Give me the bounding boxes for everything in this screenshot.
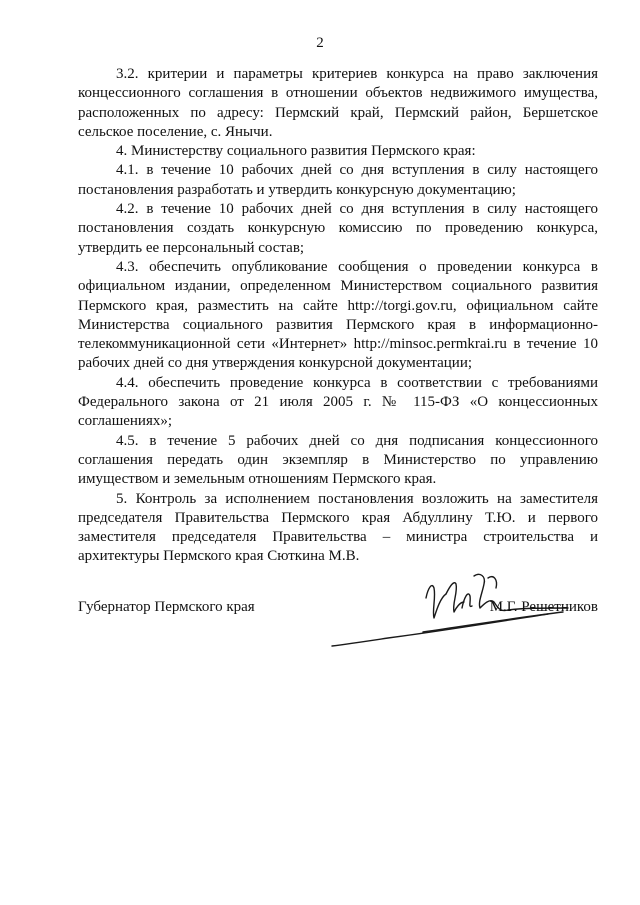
paragraph-4-3: 4.3. обеспечить опубликование сообщения о проведении конкурса в официальном издании, определенном Министерством социального развития Пермского края, разместить на сайте http://torgi.gov.ru, официальном сайте Министерства социального развития Пермского края в информационно-телекоммуникационной сети «Интернет» http://minsoc.permkrai.ru в течение 10 рабочих дней со дня утверждения конкурсной документации;	[78, 258, 598, 372]
page-number: 2	[316, 35, 324, 51]
signer-name: М.Г. Решетников	[489, 599, 598, 615]
paragraph-4: 4. Министерству социального развития Пермского края:	[116, 143, 476, 160]
document-body	[78, 65, 598, 567]
signature-block	[78, 598, 598, 658]
paragraph-5: 5. Контроль за исполнением постановления возложить на заместителя председателя Правительства Пермского края Абдуллину Т.Ю. и первого заместителя председателя Правительства – министра строительства и архитектуры Пермского края Сюткина М.В.	[78, 490, 598, 565]
paragraph-3-2: 3.2. критерии и параметры критериев конкурса на право заключения концессионного соглашения в отношении объектов недвижимого имущества, расположенных по адресу: Пермский край, Пермский район, Бершетское сельское поселение, с. Янычи.	[78, 66, 598, 140]
paragraph-4-4: 4.4. обеспечить проведение конкурса в соответствии с требованиями Федерального закона от 21 июля 2005 г. № 115-ФЗ «О концессионных соглашениях»;	[78, 374, 598, 430]
paragraph-4-5: 4.5. в течение 5 рабочих дней со дня подписания концессионного соглашения передать один экземпляр в Министерство по управлению имуществом и земельным отношениям Пермского края.	[78, 432, 598, 488]
paragraph-4-2: 4.2. в течение 10 рабочих дней со дня вступления в силу настоящего постановления создать конкурсную комиссию по проведению конкурса, утвердить ее персональный состав;	[78, 201, 598, 256]
paragraph-4-1: 4.1. в течение 10 рабочих дней со дня вступления в силу настоящего постановления разработать и утвердить конкурсную документацию;	[78, 162, 598, 198]
signer-title: Губернатор Пермского края	[78, 599, 255, 615]
